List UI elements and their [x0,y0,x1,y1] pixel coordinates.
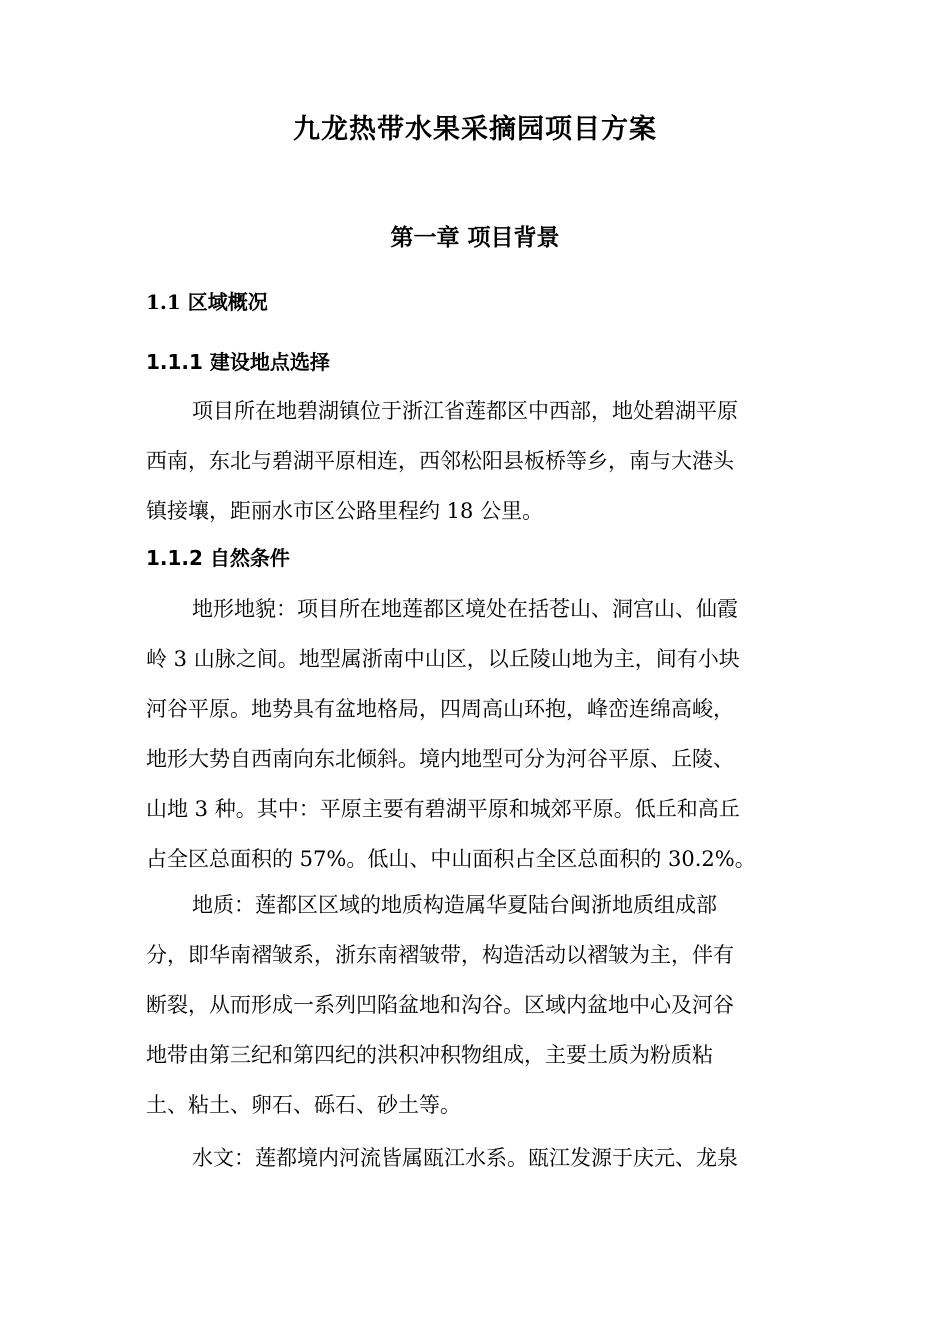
subsection-heading-site-selection: 1.1.1 建设地点选择 [146,350,330,374]
paragraph-line: 西南，东北与碧湖平原相连，西邻松阳县板桥等乡，南与大港头 [146,449,734,473]
paragraph-line: 地形地貌：项目所在地莲都区境处在括苍山、洞宫山、仙霞 [192,597,738,621]
paragraph-line: 土、粘土、卵石、砾石、砂土等。 [146,1093,461,1117]
paragraph-topography [146,584,816,884]
paragraph-line: 地质：莲都区区域的地质构造属华夏陆台闽浙地质组成部 [192,893,717,917]
paragraph-line: 镇接壤，距丽水市区公路里程约 18 公里。 [146,499,544,523]
subsection-heading-natural-conditions: 1.1.2 自然条件 [146,546,290,570]
paragraph-line: 山地 3 种。其中：平原主要有碧湖平原和城郊平原。低丘和高丘 [146,797,740,821]
paragraph-line: 岭 3 山脉之间。地型属浙南中山区，以丘陵山地为主，间有小块 [146,647,740,671]
paragraph-line: 占全区总面积的 57%。低山、中山面积占全区总面积的 30.2%。 [146,847,756,871]
paragraph-site-location [146,386,816,536]
paragraph-hydrology [146,1133,816,1183]
paragraph-line: 项目所在地碧湖镇位于浙江省莲都区中西部，地处碧湖平原 [192,399,738,423]
paragraph-geology [146,880,816,1130]
paragraph-line: 分，即华南褶皱系，浙东南褶皱带，构造活动以褶皱为主，伴有 [146,943,734,967]
paragraph-line: 水文：莲都境内河流皆属瓯江水系。瓯江发源于庆元、龙泉 [192,1146,738,1170]
paragraph-line: 地形大势自西南向东北倾斜。境内地型可分为河谷平原、丘陵、 [146,747,734,771]
paragraph-line: 断裂，从而形成一系列凹陷盆地和沟谷。区域内盆地中心及河谷 [146,993,734,1017]
document-title: 九龙热带水果采摘园项目方案 [293,114,657,145]
paragraph-line: 地带由第三纪和第四纪的洪积冲积物组成，主要土质为粉质粘 [146,1043,713,1067]
chapter-heading: 第一章 项目背景 [390,225,560,251]
paragraph-line: 河谷平原。地势具有盆地格局，四周高山环抱，峰峦连绵高峻， [146,697,734,721]
section-heading: 1.1 区域概况 [146,290,268,314]
